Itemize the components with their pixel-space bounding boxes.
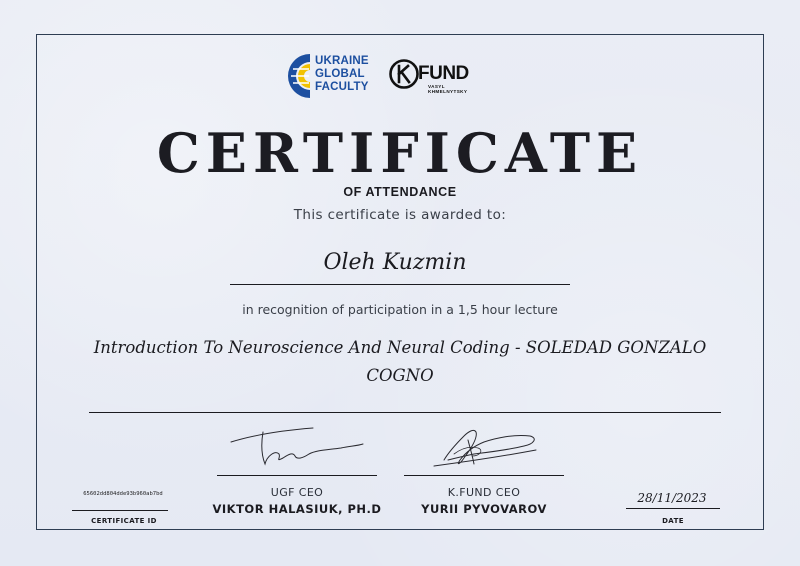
certificate-id-value: 65602dd804dde93b960ab7bd [83, 491, 163, 497]
lecture-divider [89, 412, 721, 413]
recipient-name: Oleh Kuzmin [323, 250, 467, 275]
ugf-line-1: UKRAINE [315, 55, 369, 67]
kfund-subtitle [428, 84, 467, 94]
signature-halasiuk [217, 420, 377, 474]
ugf-line-3: FACULTY [315, 81, 369, 93]
kfund-logo [388, 58, 500, 98]
signer-role-kfund: K.FUND CEO [447, 486, 521, 499]
certificate-title: CERTIFICATE [156, 121, 644, 185]
certificate-border [36, 34, 764, 530]
recognition-text: in recognition of participation in a 1,5 hour lecture [242, 302, 558, 317]
date-line [626, 508, 720, 509]
signature-block-ugf [212, 420, 382, 520]
date-label: DATE [662, 517, 684, 525]
lecture-title: Introduction To Neuroscience And Neural Coding - SOLEDAD GONZALO COGNO [93, 338, 707, 385]
ugf-logo [284, 52, 374, 102]
kfund-sub-line-1: VASYL [428, 84, 445, 89]
logo-row [0, 52, 800, 102]
kfund-wordmark: FUND [418, 63, 469, 84]
kfund-k-icon [388, 58, 420, 90]
recipient-underline [230, 284, 570, 285]
signature-pyvovarov [404, 420, 564, 474]
certificate-id-line [72, 510, 168, 511]
certificate-subtitle: OF ATTENDANCE [343, 185, 457, 199]
signer-name-kfund: YURII PYVOVAROV [421, 502, 547, 516]
signature-line-kfund [404, 475, 564, 476]
signer-role-ugf: UGF CEO [270, 486, 324, 499]
ukraine-globe-icon [284, 52, 314, 100]
kfund-sub-line-2: KHMELNYTSKY [428, 89, 468, 94]
awarded-text: This certificate is awarded to: [293, 207, 507, 223]
certificate-id-label: CERTIFICATE ID [91, 517, 157, 525]
signer-name-ugf: VIKTOR HALASIUK, PH.D [212, 502, 382, 516]
signature-line-ugf [217, 475, 377, 476]
date-value: 28/11/2023 [637, 491, 707, 505]
ugf-wordmark [315, 55, 369, 94]
ugf-line-2: GLOBAL [315, 68, 365, 80]
signature-block-kfund [404, 420, 564, 520]
